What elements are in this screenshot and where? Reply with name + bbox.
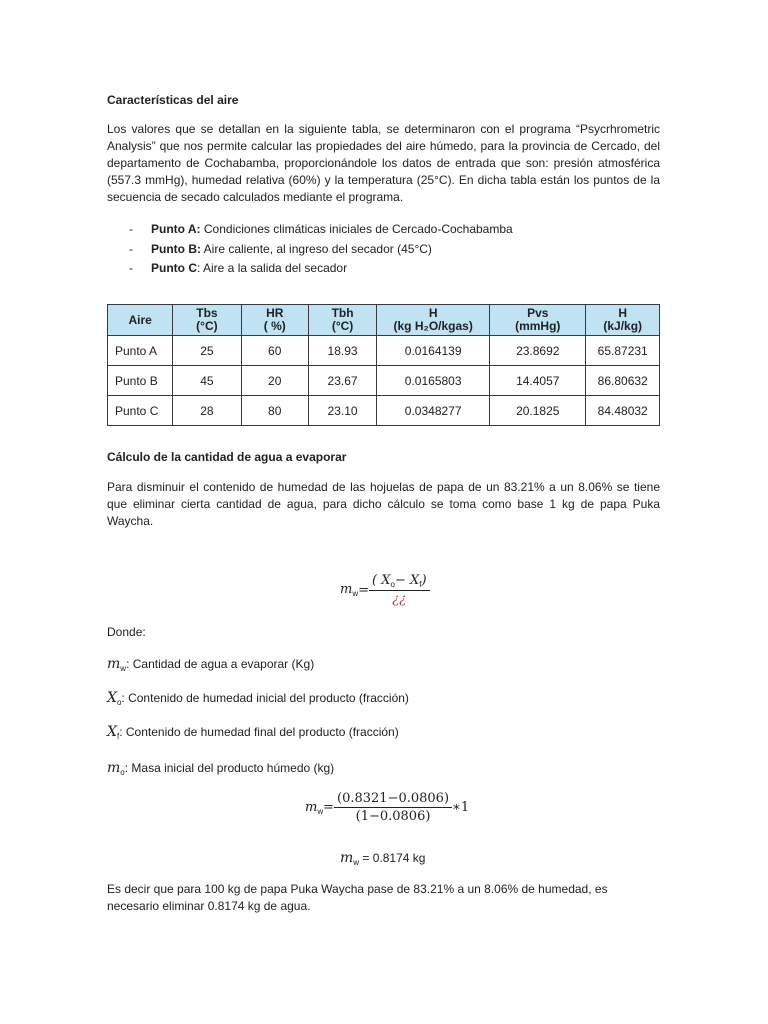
list-item: - Punto A: Condiciones climáticas iniciales de Cercado-Cochabamba xyxy=(129,222,513,236)
list-item: - Punto B: Aire caliente, al ingreso del secador (45°C) xyxy=(129,241,432,256)
formula-lhs: $m_w$ xyxy=(340,582,359,598)
table-cell: 20.1825 xyxy=(490,396,586,426)
point-label: Punto B: xyxy=(151,241,201,256)
formula-denominator: (1−0.0806) xyxy=(355,809,431,824)
table-cell: Punto B xyxy=(108,366,173,396)
table-cell: 45 xyxy=(173,366,241,396)
donde-label: Donde: xyxy=(107,625,146,639)
table-cell: 20 xyxy=(241,366,308,396)
column-header-tbs: Tbs (°C) xyxy=(173,305,241,336)
water-mass-formula: $m_w$ = $\frac{( X_o- X_f)}{¿¿}$ xyxy=(340,573,430,607)
table-cell: 23.10 xyxy=(308,396,376,426)
table-cell: 80 xyxy=(241,396,308,426)
table-cell: Punto C xyxy=(108,396,173,426)
point-description: Aire caliente, al ingreso del secador (45°C) xyxy=(201,241,432,256)
point-label: Punto A: xyxy=(151,222,201,236)
intro-paragraph: Los valores que se detallan en la siguiente tabla, se determinaron con el programa “Psycrhrometric Analysis” que nos permite calcular las propiedades del aire húmedo, para la provincia de Cercado, del departamento de Cochabamba, proporcionándole los datos de entrada que son: presión atmosférica (557.3 mmHg), humedad relativa (60%) y la temperatura (25°C). En dicha tabla están los puntos de la secuencia de secado calculados mediante el programa. xyxy=(107,122,660,204)
table-row xyxy=(108,336,660,366)
table-row xyxy=(108,396,660,426)
table-cell: 18.93 xyxy=(308,336,376,366)
point-description: : Aire a la salida del secador xyxy=(197,261,348,275)
points-list xyxy=(107,220,667,279)
table-cell: 23.8692 xyxy=(490,336,586,366)
table-cell: 65.87231 xyxy=(586,336,660,366)
column-header-hr: HR ( %) xyxy=(241,305,308,336)
column-header-enthalpy: H (kJ/kg) xyxy=(586,305,660,336)
table-cell: 25 xyxy=(173,336,241,366)
column-header-pvs: Pvs (mmHg) xyxy=(490,305,586,336)
table-cell: 28 xyxy=(173,396,241,426)
column-header-humidity: H (kg H₂O/kgas) xyxy=(377,305,490,336)
section-title-water-evaporation: Cálculo de la cantidad de agua a evaporar xyxy=(107,450,347,464)
formula-numerator: ( $X_o- X_f$) xyxy=(369,573,430,591)
conclusion-paragraph: Es decir que para 100 kg de papa Puka Waycha pase de 83.21% a un 8.06% de humedad, es necesario eliminar 0.8174 kg de agua. xyxy=(107,882,608,913)
table-cell: 84.48032 xyxy=(586,396,660,426)
definition-xo: $X_o$: Contenido de humedad inicial del producto (fracción) xyxy=(107,690,409,707)
table-header-row xyxy=(108,305,660,336)
formula-fraction xyxy=(369,573,430,607)
definition-xf: $X_f$: Contenido de humedad final del producto (fracción) xyxy=(107,724,399,741)
table-cell: Punto A xyxy=(108,336,173,366)
formula-denominator: ¿¿ xyxy=(392,592,407,607)
list-item: - Punto C: Aire a la salida del secador xyxy=(129,261,348,275)
column-header-tbh: Tbh (°C) xyxy=(308,305,376,336)
table-cell: 0.0165803 xyxy=(377,366,490,396)
definition-mo: $m_o$: Masa inicial del producto húmedo (kg) xyxy=(107,760,335,777)
table-cell: 23.67 xyxy=(308,366,376,396)
table-cell: 14.4057 xyxy=(490,366,586,396)
table-cell: 60 xyxy=(241,336,308,366)
water-mass-calculation: $m_w$ = $\frac{(0.8321-0.0806)}{(1-0.0806)}$ ∗1 xyxy=(305,791,470,824)
table-cell: 0.0164139 xyxy=(377,336,490,366)
table-cell: 0.0348277 xyxy=(377,396,490,426)
formula-multiplier: ∗1 xyxy=(452,800,470,815)
air-properties-table xyxy=(107,304,660,426)
table-cell: 86.80632 xyxy=(586,366,660,396)
formula-fraction xyxy=(334,791,452,824)
formula-numerator: (0.8321−0.0806) xyxy=(334,791,452,808)
formula-lhs: $m_w$ xyxy=(305,799,324,816)
calculation-paragraph: Para disminuir el contenido de humedad de las hojuelas de papa de un 83.21% a un 8.06% se tiene que eliminar cierta cantidad de agua, para dicho cálculo se toma como base 1 kg de papa Puka Waycha. xyxy=(107,480,660,528)
section-title-air-characteristics: Características del aire xyxy=(107,93,239,107)
point-description: Condiciones climáticas iniciales de Cercado-Cochabamba xyxy=(200,222,513,236)
table-row xyxy=(108,366,660,396)
column-header-aire: Aire xyxy=(108,305,173,336)
result-line: $m_w = 0.8174$ kg xyxy=(340,850,426,867)
point-label: Punto C xyxy=(151,261,197,275)
definition-mw: $m_w$: Cantidad de agua a evaporar (Kg) xyxy=(107,656,315,673)
